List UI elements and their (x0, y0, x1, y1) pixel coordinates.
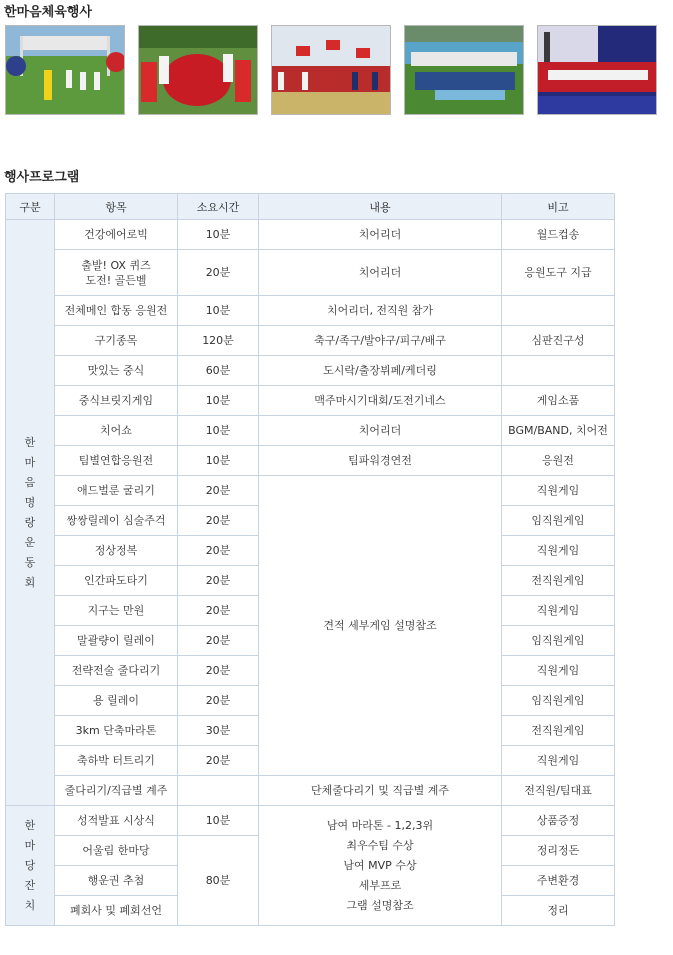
header-duration: 소요시간 (178, 194, 259, 220)
cell-item: 줄다리기/직급별 계주 (55, 776, 178, 806)
cell-time: 10분 (178, 806, 259, 836)
cell-item: 애드벌룬 굴리기 (55, 476, 178, 506)
cell-note: 임직원게임 (502, 686, 615, 716)
cell-time: 10분 (178, 386, 259, 416)
cell-note: 임직원게임 (502, 626, 615, 656)
event-photo-4[interactable] (404, 25, 524, 115)
cell-item: 전체메인 합동 응원전 (55, 296, 178, 326)
table-row (6, 220, 615, 250)
cell-note: 응원전 (502, 446, 615, 476)
table-row (6, 326, 615, 356)
cell-note: 주변환경 (502, 866, 615, 896)
cell-note (502, 296, 615, 326)
cell-content: 단체줄다리기 및 직급별 계주 (259, 776, 502, 806)
cell-note: 전직원게임 (502, 566, 615, 596)
cell-time: 10분 (178, 220, 259, 250)
cell-item: 정상정복 (55, 536, 178, 566)
section-title-event-photos: 한마음체육행사 (4, 5, 92, 20)
cell-note (502, 356, 615, 386)
cell-item: 구기종목 (55, 326, 178, 356)
table-row (6, 296, 615, 326)
table-row (6, 250, 615, 296)
cell-item: 쌍쌍릴레이 심술주걱 (55, 506, 178, 536)
cell-time: 20분 (178, 746, 259, 776)
cell-time-merged: 80분 (178, 836, 259, 926)
section-title-program: 행사프로그램 (4, 170, 80, 185)
cell-time: 20분 (178, 566, 259, 596)
cell-note: 게임소품 (502, 386, 615, 416)
cell-item: 맛있는 중식 (55, 356, 178, 386)
cell-content: 치어리더 (259, 220, 502, 250)
cell-note: 정리 (502, 896, 615, 926)
cell-note: BGM/BAND, 치어전 (502, 416, 615, 446)
cell-time: 20분 (178, 250, 259, 296)
cell-note: 임직원게임 (502, 506, 615, 536)
cell-item: 말괄량이 릴레이 (55, 626, 178, 656)
cell-item: 행운권 추첨 (55, 866, 178, 896)
cell-note: 월드컵송 (502, 220, 615, 250)
cell-note: 심판진구성 (502, 326, 615, 356)
event-photo-1[interactable] (5, 25, 125, 115)
cell-time (178, 776, 259, 806)
event-photo-3[interactable] (271, 25, 391, 115)
table-row (6, 806, 615, 836)
header-content: 내용 (259, 194, 502, 220)
cell-time: 20분 (178, 596, 259, 626)
cell-item: 출발! OX 퀴즈 도전! 골든벨 (55, 250, 178, 296)
cell-item: 인간파도타기 (55, 566, 178, 596)
cell-note: 상품증정 (502, 806, 615, 836)
program-table (5, 193, 615, 926)
table-row (6, 476, 615, 506)
cell-note: 직원게임 (502, 476, 615, 506)
event-photo-2[interactable] (138, 25, 258, 115)
cell-time: 20분 (178, 686, 259, 716)
table-row (6, 386, 615, 416)
table-row (6, 446, 615, 476)
cell-item: 중식브릿지게임 (55, 386, 178, 416)
cell-item: 지구는 만원 (55, 596, 178, 626)
header-category: 구분 (6, 194, 55, 220)
cell-item: 축하박 터트리기 (55, 746, 178, 776)
table-header-row (6, 194, 615, 220)
table-row (6, 356, 615, 386)
cell-item: 어울림 한마당 (55, 836, 178, 866)
cell-item: 치어쇼 (55, 416, 178, 446)
cell-content: 치어리더 (259, 250, 502, 296)
cell-note: 정리정돈 (502, 836, 615, 866)
cell-item: 성적발표 시상식 (55, 806, 178, 836)
header-item: 항목 (55, 194, 178, 220)
cell-time: 60분 (178, 356, 259, 386)
cell-note: 전직원게임 (502, 716, 615, 746)
cell-content: 치어리더, 전직원 참가 (259, 296, 502, 326)
cell-time: 10분 (178, 446, 259, 476)
cell-note: 직원게임 (502, 656, 615, 686)
cell-content: 치어리더 (259, 416, 502, 446)
group-label-festival: 한 마 당 잔 치 (6, 806, 55, 926)
group-label-sports-day: 한 마 음 명 랑 운 동 회 (6, 220, 55, 806)
cell-note: 전직원/팀대표 (502, 776, 615, 806)
cell-note: 직원게임 (502, 596, 615, 626)
header-note: 비고 (502, 194, 615, 220)
cell-time: 20분 (178, 476, 259, 506)
cell-time: 20분 (178, 626, 259, 656)
cell-item: 전략전술 줄다리기 (55, 656, 178, 686)
table-row (6, 416, 615, 446)
event-photo-5[interactable] (537, 25, 657, 115)
cell-time: 120분 (178, 326, 259, 356)
cell-note: 응원도구 지급 (502, 250, 615, 296)
cell-content: 도시락/출장뷔페/케더링 (259, 356, 502, 386)
cell-item: 용 릴레이 (55, 686, 178, 716)
cell-content-merged: 견적 세부게임 설명참조 (259, 476, 502, 776)
cell-content: 팀파워경연전 (259, 446, 502, 476)
cell-time: 10분 (178, 416, 259, 446)
cell-item: 팀별연합응원전 (55, 446, 178, 476)
cell-time: 30분 (178, 716, 259, 746)
cell-content: 축구/족구/발야구/피구/배구 (259, 326, 502, 356)
cell-time: 10분 (178, 296, 259, 326)
event-photo-strip (5, 25, 665, 117)
cell-time: 20분 (178, 506, 259, 536)
cell-item: 3km 단축마라톤 (55, 716, 178, 746)
table-row (6, 776, 615, 806)
cell-item: 폐회사 및 폐회선언 (55, 896, 178, 926)
cell-item: 건강에어로빅 (55, 220, 178, 250)
cell-content: 맥주마시기대회/도전기네스 (259, 386, 502, 416)
cell-note: 직원게임 (502, 746, 615, 776)
cell-note: 직원게임 (502, 536, 615, 566)
cell-time: 20분 (178, 536, 259, 566)
cell-time: 20분 (178, 656, 259, 686)
cell-content-awards: 남여 마라톤 - 1,2,3위 최우수팀 수상 남여 MVP 수상 세부프로 그램 설명참조 (259, 806, 502, 926)
